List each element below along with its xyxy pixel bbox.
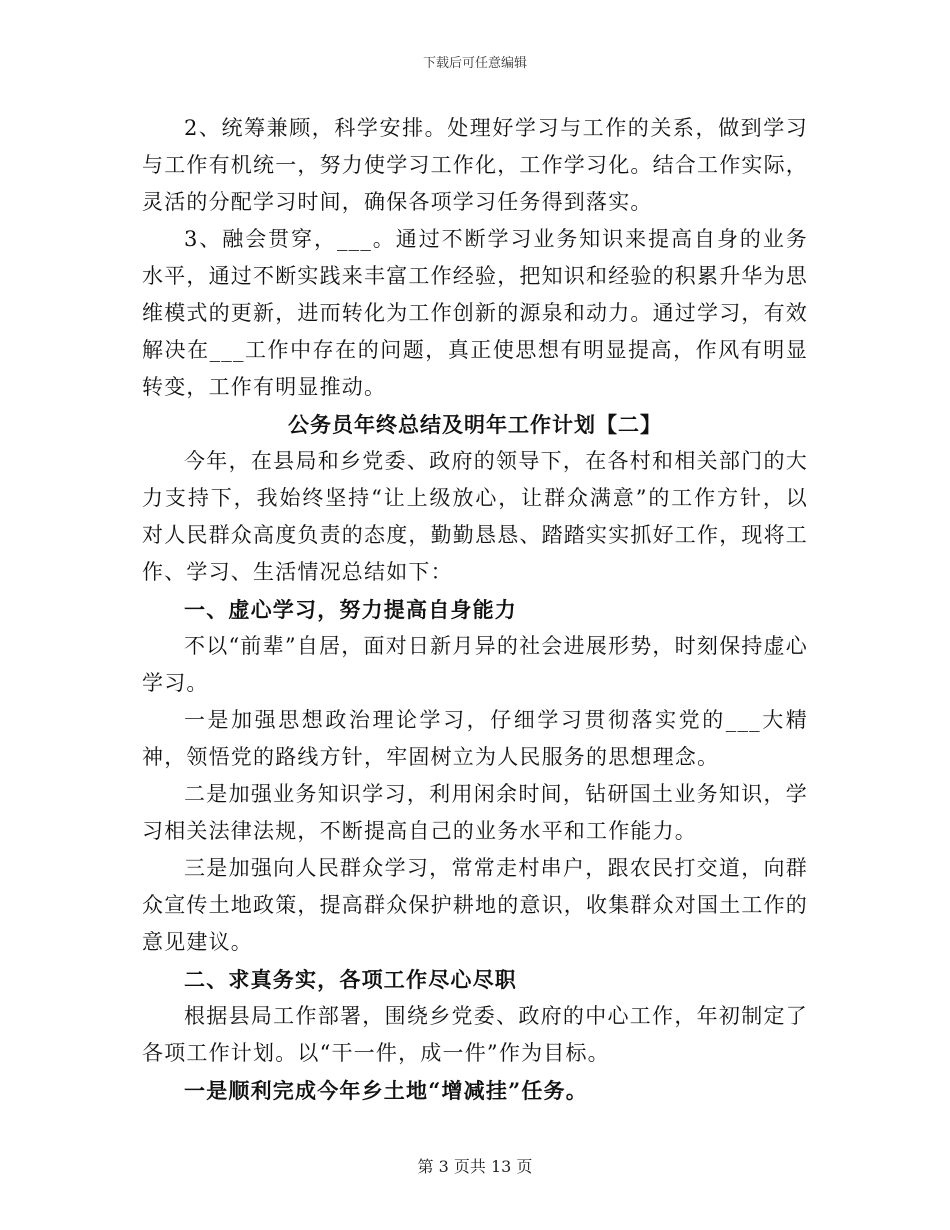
page-header: 下载后可任意编辑 xyxy=(422,56,527,71)
section-title: 公务员年终总结及明年工作计划【二】 xyxy=(288,412,662,437)
paragraph-3: 今年，在县局和乡党委、政府的领导下，在各村和相关部门的大力支持下，我始终坚持“让上级放心，让群众满意”的工作方针，以对人民群众高度负责的态度，勤勤恳恳、踏踏实实抓好工作，现将工作、学习、生活情况总结如下： xyxy=(142,449,808,584)
heading-2: 二、求真务实，各项工作尽心尽职 xyxy=(184,967,517,992)
paragraph-8: 根据县局工作部署，围绕乡党委、政府的中心工作，年初制定了各项工作计划。以“干一件，成一件”作为目标。 xyxy=(142,1004,808,1065)
page-footer: 第 3 页共 13 页 xyxy=(417,1157,533,1176)
paragraph-5: 一是加强思想政治理论学习，仔细学习贯彻落实党的___大精神，领悟党的路线方针，牢固树立为人民服务的思想理念。 xyxy=(142,708,808,769)
paragraph-6: 二是加强业务知识学习，利用闲余时间，钻研国土业务知识，学习相关法律法规，不断提高自己的业务水平和工作能力。 xyxy=(142,782,808,843)
paragraph-1: 2、统筹兼顾，科学安排。处理好学习与工作的关系，做到学习与工作有机统一，努力使学习工作化，工作学习化。结合工作实际，灵活的分配学习时间，确保各项学习任务得到落实。 xyxy=(142,116,808,214)
heading-1: 一、虚心学习，努力提高自身能力 xyxy=(184,597,517,622)
paragraph-2: 3、融会贯穿，___。通过不断学习业务知识来提高自身的业务水平，通过不断实践来丰富工作经验，把知识和经验的积累升华为思维模式的更新，进而转化为工作创新的源泉和动力。通过学习，有效解决在___工作中存在的问题，真正使思想有明显提高，作风有明显转变，工作有明显推动。 xyxy=(142,227,808,399)
paragraph-4: 不以“前辈”自居，面对日新月异的社会进展形势，时刻保持虚心学习。 xyxy=(142,634,808,695)
heading-3: 一是顺利完成今年乡土地“增减挂”任务。 xyxy=(184,1078,588,1103)
paragraph-7: 三是加强向人民群众学习，常常走村串户，跟农民打交道，向群众宣传土地政策，提高群众保护耕地的意识，收集群众对国土工作的意见建议。 xyxy=(142,856,808,954)
document-body xyxy=(142,110,808,1109)
